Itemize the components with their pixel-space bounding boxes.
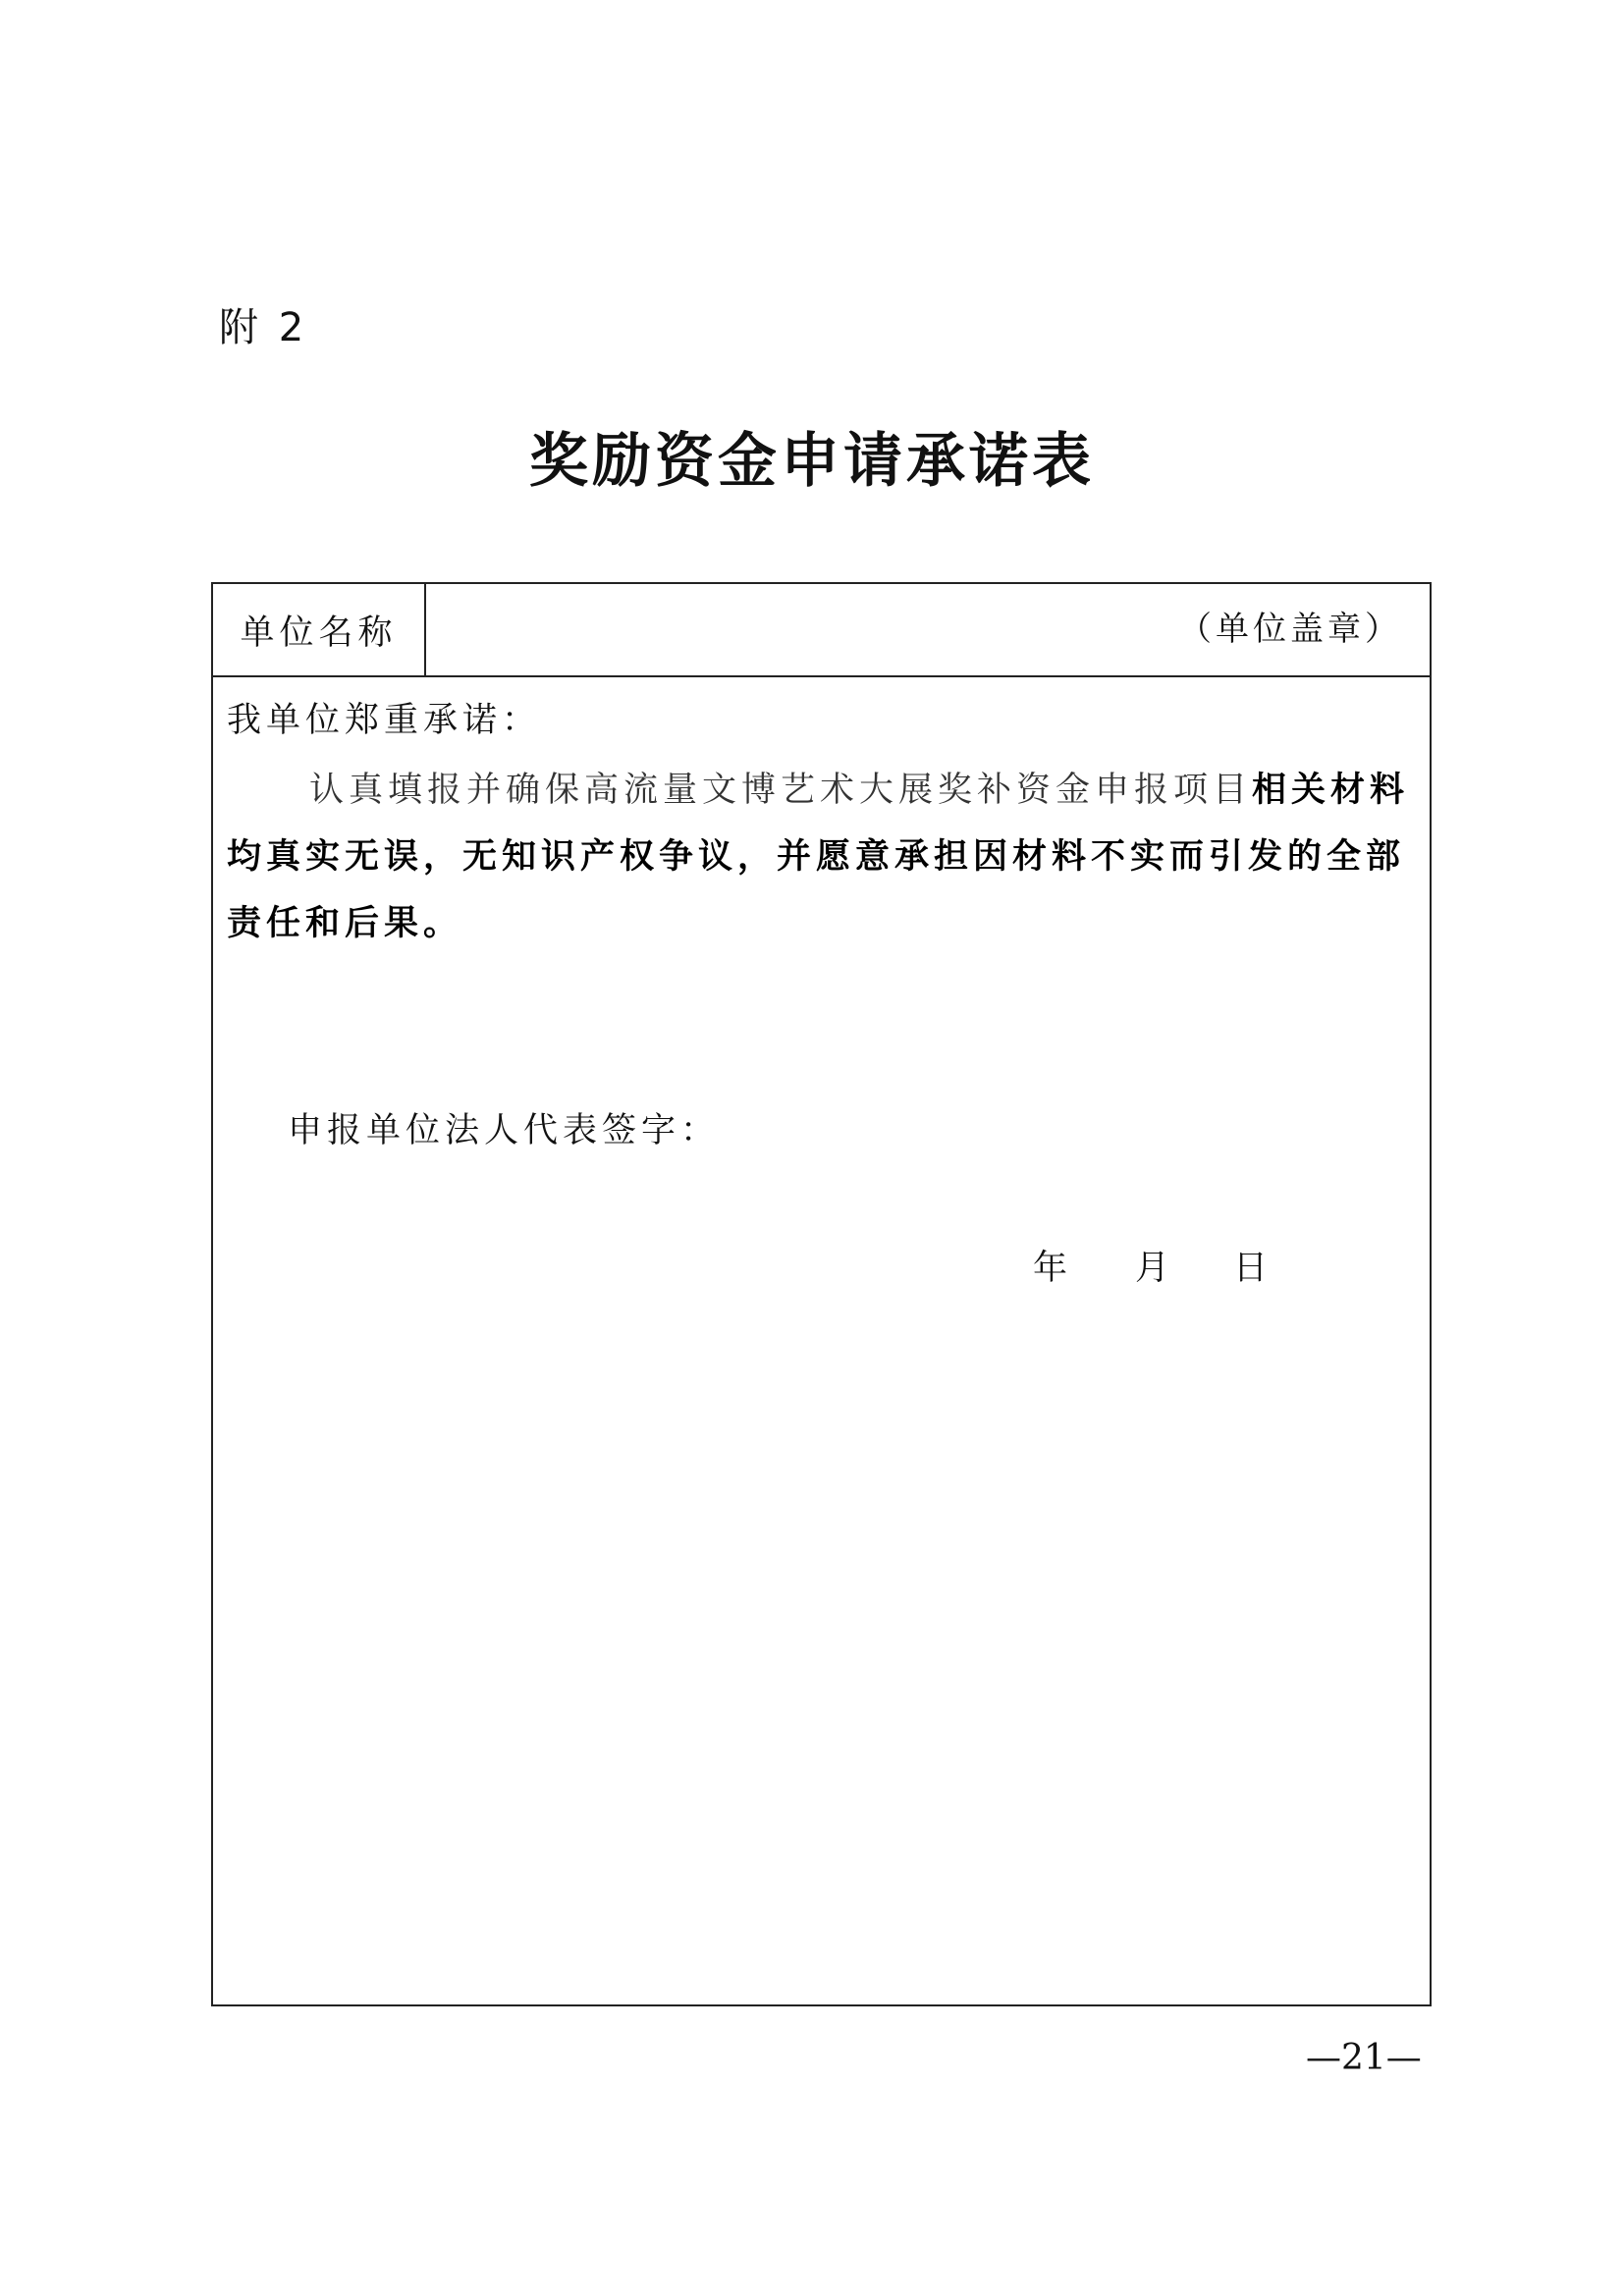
promise-text-normal: 认真填报并确保高流量文博艺术大展奖补资金申报项目 bbox=[309, 771, 1253, 810]
signature-label: 申报单位法人代表签字： bbox=[288, 1111, 721, 1150]
date-year: 年 bbox=[1033, 1249, 1068, 1288]
seal-note: （单位盖章） bbox=[1178, 610, 1402, 649]
unit-name-row bbox=[213, 584, 1430, 677]
unit-name-label: 单位名称 bbox=[213, 584, 426, 675]
promise-text-bold: 相关材料均真实无误，无知识产权争议，并愿意承担因材料不实而引发的全部责任和后果。 bbox=[227, 771, 1410, 943]
date-day: 日 bbox=[1233, 1249, 1269, 1288]
unit-name-field[interactable] bbox=[426, 584, 1430, 675]
promise-lead: 我单位郑重承诺： bbox=[227, 701, 542, 740]
date-line bbox=[1033, 1245, 1268, 1292]
commitment-form bbox=[211, 582, 1432, 2006]
date-month: 月 bbox=[1135, 1249, 1170, 1288]
promise-text bbox=[227, 757, 1415, 957]
attachment-label: 附 2 bbox=[219, 305, 308, 350]
page-title: 奖励资金申请承诺表 bbox=[529, 427, 1095, 496]
page-number: —21— bbox=[1306, 2038, 1422, 2078]
